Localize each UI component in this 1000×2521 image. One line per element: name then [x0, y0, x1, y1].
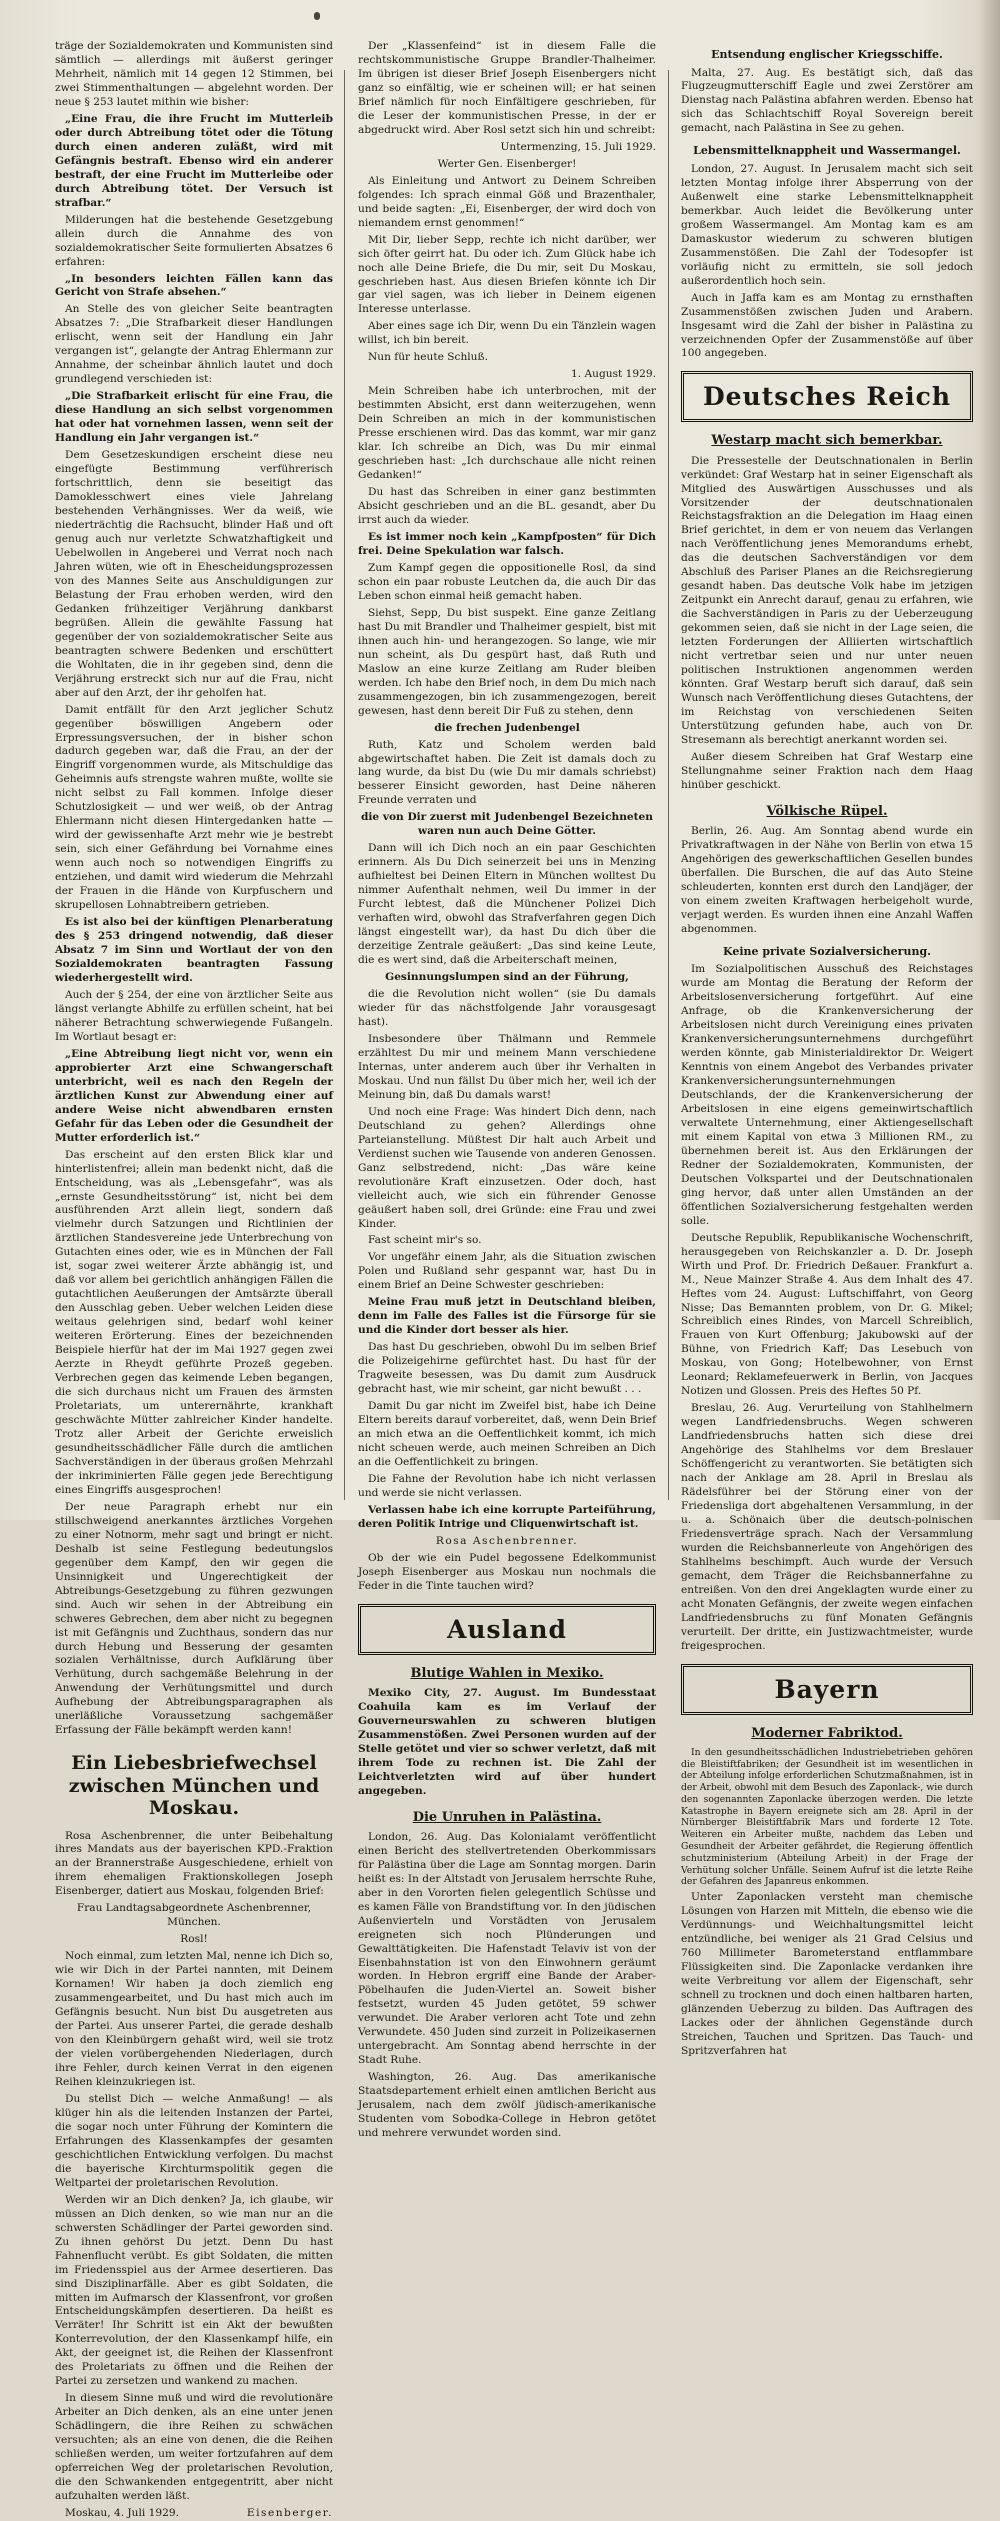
column-right	[681, 40, 973, 2057]
paragraph: Es ist also bei der künftigen Plenarberatung des § 253 dringend notwendig, daß dieser Absatz 7 im Sinn und Wortlaut der von den Sozialdemokraten beantragten Fassung wiederhergestellt wird.	[55, 916, 333, 984]
paragraph: Ob der wie ein Pudel begossene Edelkommunist Joseph Eisenberger aus Moskau nun nochmals die Feder in die Tinte tauchen wird?	[358, 1551, 656, 1592]
article-headline: Lebensmittelknappheit und Wassermangel.	[693, 144, 961, 158]
section-banner-ausland: Ausland	[358, 1604, 656, 1655]
letter-salutation: Rosl!	[180, 1933, 208, 1946]
paragraph: Vor ungefähr einem Jahr, als die Situation zwischen Polen und Rußland sehr gespannt war, hast Du in einem Brief an Deine Schwester geschrieben:	[358, 1251, 656, 1292]
letter-date: 1. August 1929.	[571, 368, 656, 381]
paragraph: Werden wir an Dich denken? Ja, ich glaube, wir müssen an Dich denken, so wie man nur an die schwersten Schädlinger der Partei geworden sind. Zu ihnen gehörst Du jetzt. Denn Du hast Fahnenflucht verübt. Es gibt Soldaten, die mitten im Friedensspiel aus der Armee desertieren. Das sind Disziplinarfälle. Aber es gibt Soldaten, die mitten im Aufmarsch der Klassenfront, vor großen Entscheidungskämpfen desertieren. Da heißt es Verräter! Ihr Schritt ist ein Akt der bewußten Konterrevolution, der den Klassenkampf hilfe, ein Akt, der geeignet ist, die Reihen der Klassenfront des Proletariats zu öffnen und die Reihen der Partei zu zersetzen und wankend zu machen.	[55, 2193, 333, 2388]
paragraph: Fast scheint mir's so.	[368, 1234, 482, 1247]
paragraph: Auch in Jaffa kam es am Montag zu ernsthaften Zusammenstößen zwischen Juden und Arabern. Insgesamt wird die Zahl der bisher in Palästina zu verzeichnenden Opfer der Zusammenstöße auf über 100 angegeben.	[681, 291, 973, 360]
emphasis-line: Gesinnungslumpen sind an der Führung,	[385, 971, 629, 984]
paragraph: In diesem Sinne muß und wird die revolutionäre Arbeiter an Dich denken, als an eine unter jenen Schädlingern, die ihre Reihen zu schwächen versuchten; als an eine von denen, die die Reihen schließen werden, um weiter fortzufahren auf dem opferreichen Weg der proletarischen Revolution, die den Schwankenden entgegentritt, aber nicht aufzuhalten werden läßt.	[55, 2392, 333, 2503]
paragraph: Auch der § 254, der eine von ärztlicher Seite aus längst verlangte Abhilfe zu erfüllen scheint, hat bei näherer Betrachtung schwerwiegende Fußangeln. Im Wortlaut besagt er:	[55, 988, 333, 1043]
paragraph: Du stellst Dich — welche Anmaßung! — als klüger hin als die leitenden Instanzen der Partei, die sogar noch unter Führung der Komintern die Erfahrungen des Klassenkampfes der gesamten geschichtlichen Entwicklung verfolgen. Du machst die bayerische Kirchturmspolitik gegen die Weltpartei der proletarischen Revolution.	[55, 2092, 333, 2189]
letter-signoff	[55, 2507, 333, 2521]
section-banner-bayern: Bayern	[681, 1664, 973, 1715]
letter-signature: Eisenberger.	[246, 2507, 333, 2520]
paragraph: Im Sozialpolitischen Ausschuß des Reichstages wurde am Montag die Beratung der Reform der Arbeitslosenversicherung fortgeführt. Auf eine Anfrage, ob die Krankenversicherung der Arbeitslosen nicht durch Vereinigung eines privaten Krankenversicherungsunternehmens durchgeführt werden könnte, gab Ministerialdirektor Dr. Weigert Kenntnis von einem Angebot des Verbandes privater Krankenversicherungsunternehmungen Deutschlands, der die Krankenversicherung der Arbeitslosen in eine eigens gemeinwirtschaftlich verwaltete Unternehmung, einer Aktiengesellschaft mit einem Kapital von etwa 3 Millionen RM., zu übernehmen bereit ist. Aus den Erklärungen der Redner der Sozialdemokraten, Kommunisten, der Deutschen Volkspartei und der Deutschnationalen ging hervor, daß unter allen Umständen an der öffentlichen Sozialversicherung festgehalten werden solle.	[681, 963, 973, 1227]
paragraph: Als Einleitung und Antwort zu Deinem Schreiben folgendes: Ich sprach einmal Göß und Brazenthaler, und beide sagten: „Ei, Eisenberger, der wird doch von niemandem ernst genommen!“	[358, 174, 656, 229]
paragraph: Ruth, Katz und Scholem werden bald abgewirtschaftet haben. Die Zeit ist damals doch zu lang wurde, da bist Du (wie Du mir damals schriebst) besserer Einsicht geworden, hast Deine näheren Freunde verraten und	[358, 738, 656, 807]
paragraph: Malta, 27. Aug. Es bestätigt sich, daß das Flugzeugmutterschiff Eagle und zwei Zerstörer am Dienstag nach Palästina abfahren werden. Ebenso hat sich das Schlachtschiff Royal Sovereign bereit gemacht, nach Palästina in See zu gehen.	[681, 66, 973, 135]
paragraph: Verlassen habe ich eine korrupte Parteiführung, deren Politik Intrige und Cliquenwirtschaft ist.	[358, 1503, 656, 1530]
letter-signature: Rosa Aschenbrenner.	[435, 1534, 579, 1547]
paragraph: An Stelle des von gleicher Seite beantragten Absatzes 7: „Die Strafbarkeit dieser Handlungen erlischt, wenn seit der Handlung ein Jahr vergangen ist“, gelangte der Antrag Ehlermann zur Annahme, der scheinbar ähnlich lautet und doch grundlegend verschieden ist:	[55, 303, 333, 386]
article-headline: Westarp macht sich bemerkbar.	[711, 433, 943, 449]
quote-paragraph: „Eine Frau, die ihre Frucht im Mutterleib oder durch Abtreibung tötet oder die Tötung durch einen anderen zuläßt, wird mit Gefängnis bestraft. Ebenso wird ein anderer bestraft, der eine Frucht im Mutterleibe oder durch Abtreibung tötet. Der Versuch ist strafbar.“	[55, 112, 333, 209]
paragraph: Siehst, Sepp, Du bist suspekt. Eine ganze Zeitlang hast Du mit Brandler und Thalheimer gespielt, bist mit ihnen auch hin- und herangezogen. So lange, wie mir nun scheint, als Du gespürt hast, daß Ruth und Maslow an eine kurze Zeitlang am Ruder bleiben werden. Ich habe den Brief noch, in dem Du mich nach zusammengezogen, bin ich zusammengezogen, bereit gewesen, hast denn bereit Dir Fuß zu stehen, denn	[358, 606, 656, 717]
paragraph: Dann will ich Dich noch an ein paar Geschichten erinnern. Als Du Dich seinerzeit bei uns in Menzing aufhieltest bei Deinen Eltern in München wolltest Du nimmer Aufenthalt nehmen, weil Du immer in der Furcht lebtest, daß die Münchener Polizei Dich verhaften wird, obwohl das Strafverfahren gegen Dich längst eingestellt war), da hast Du dich über die derzeitige Zentrale geäußert: „Das sind keine Leute, die es wert sind, daß die Arbeiterschaft meinen,	[358, 842, 656, 967]
paragraph: Unter Zaponlacken versteht man chemische Lösungen von Harzen mit Mitteln, die ebenso wie die Verdünnungs- und Weichhaltungsmittel leicht entzündliche, bei weniger als 21 Grad Celsius und 760 Millimeter Barometerstand entflammbare Flüssigkeiten sind. Die Zaponlacke verdanken ihre weite Verbreitung vor allem der Eigenschaft, sehr schnell zu trocknen und doch einen haltbaren harten, glänzenden Ueberzug zu bilden. Das Auftragen des Lackes oder der ähnlichen Gegenstände durch Streichen, Tauchen und Spritzen. Das Tauch- und Spritzverfahren hat	[681, 1891, 973, 2057]
letter-date: Untermenzing, 15. Juli 1929.	[500, 140, 656, 153]
column-rule	[668, 70, 669, 1500]
paragraph: Rosa Aschenbrenner, die unter Beibehaltung ihres Mandats aus der bayerischen KPD.-Fraktion an der Brannerstraße Ausgeschiedene, erhielt von ihrem ehemaligen Fraktionskollegen Joseph Eisenberger, datiert aus Moskau, folgenden Brief:	[55, 1829, 333, 1898]
paragraph: Damit entfällt für den Arzt jeglicher Schutz gegenüber böswilligen Angebern oder Erpressungsversuchen, der in bisher schon dadurch gegeben war, daß die Frau, an der der Eingriff vorgenommen wurde, als Mitschuldige das Geheimnis aufs strengste wahren mußte, wollte sie nicht selbst zu Fall kommen. Infolge dieser Schutzlosigkeit — und wer weiß, ob der Antrag Ehlermann nicht diesen Hintergedanken hatte — wird der gewissenhafte Arzt mehr wie je bestrebt sein, sich einer Gefährdung bei Vornahme eines wenn auch noch so notwendigen Eingriffs zu entziehen, und damit wird wiederum die Mehrzahl der Frauen in die Hände von Kurpfuschern und skrupellosen Lohnabtreibern getrieben.	[55, 703, 333, 912]
paragraph: Außer diesem Schreiben hat Graf Westarp eine Stellungnahme seiner Fraktion nach dem Haag hinüber geschickt.	[681, 750, 973, 791]
paragraph: Mit Dir, lieber Sepp, rechte ich nicht darüber, wer sich öfter geirrt hat. Du oder ich. Zum Glück habe ich noch alle Deine Briefe, die Du mir, seit Du Moskau, geschrieben hast. Aus diesen Briefen könnte ich Dir gar viel sagen, was ich lieber in Deinem eigenen Interesse unterlasse.	[358, 233, 656, 316]
paragraph: Insbesondere über Thälmann und Remmele erzähltest Du mir und meinem Mann verschiedene Internas, unter anderem auch über ihr Verhalten in Moskau. Und nun fällst Du über mich her, weil ich der Meinung bin, daß Du damals warst!	[358, 1032, 656, 1101]
paragraph: Breslau, 26. Aug. Verurteilung von Stahlhelmern wegen Landfriedensbruchs. Wegen schweren Landfriedensbruchs hatten sich diese drei Angehörige des Stahlhelms vor dem Breslauer Schöffengericht zu verantworten. Sie betätigten sich nach der Anklage am 28. April in Breslau als Rädelsführer bei der Störung einer von der Friedensliga dort abgehaltenen Versammlung, in der u. a. Schönaich über die deutsch-polnischen Friedensverträge sprach. Nach der Versammlung wurden die Reichsbannerleute von Angehörigen des Stahlhelms beschimpft. Auch wurde der Versuch gemacht, dem Träger die Reichsbannerfahne zu entreißen. Von den drei Angeklagten wurde einer zu acht Monaten Gefängnis, der zweite wegen einfachen Landfriedensbruchs zu fünf Monaten Gefängnis verurteilt. Der dritte, ein Justizwachtmeister, wurde freigesprochen.	[681, 1402, 973, 1652]
paragraph: Mexiko City, 27. August. Im Bundesstaat Coahuila kam es im Verlauf der Gouverneurswahlen zu schweren blutigen Zusammenstößen. Zwei Personen wurden auf der Stelle getötet und vier so schwer verletzt, daß mit ihrem Tode zu rechnen ist. Die Zahl der Leichtverletzten wird auf über hundert angegeben.	[358, 1686, 656, 1797]
paragraph: Aber eines sage ich Dir, wenn Du ein Tänzlein wagen willst, ich bin bereit.	[358, 320, 656, 347]
paragraph: Damit Du gar nicht im Zweifel bist, habe ich Deine Eltern bereits darauf vorbereitet, daß, wenn Dein Brief an mich etwa an die Oeffentlichkeit kommt, ich mich nicht scheuen werde, auch meinen Schreiben an Dich an die Oeffentlichkeit zu bringen.	[358, 1400, 656, 1468]
section-banner-deutsches-reich: Deutsches Reich	[681, 371, 973, 422]
letter-address: Frau Landtagsabgeordnete Aschenbrenner, München.	[76, 1902, 312, 1929]
paragraph: Der neue Paragraph erhebt nur ein stillschweigend anerkanntes ärztliches Vorgehen zu einer Notnorm, mehr sagt und bringt er nicht. Deshalb ist seine Festlegung bedeutungslos gegenüber dem Kampf, den wir gegen die Unsinnigkeit und Ungerechtigkeit der Abtreibungs-Gesetzgebung zu führen gezwungen sind. Auch wir sehen in der Abtreibung ein schweres Gebrechen, dem aber nicht zu begegnen ist mit Gefängnis und Zuchthaus, sondern das nur durch Hebung und Besserung der gesamten sozialen Verhältnisse, durch Aufklärung über Verhütung, durch sachgemäße Belehrung in der Anwendung der Verhütungsmittel und durch Aufhebung der Abtreibungsparagraphen als unerläßliche Voraussetzung sachgemäßer Erfassung der Fälle bekämpft werden kann!	[55, 1500, 333, 1737]
column-middle	[358, 40, 656, 2140]
paragraph: Die Fahne der Revolution habe ich nicht verlassen und werde sie nicht verlassen.	[358, 1472, 656, 1499]
paragraph: London, 26. Aug. Das Kolonialamt veröffentlicht einen Bericht des stellvertretenden Oberkommissars für Palästina über die Lage am Sonntag morgen. Darin heißt es: In der Altstadt von Jerusalem herrschte Ruhe, aber in den Vororten fielen gelegentlich Schüsse und es kamen Fälle von Brandstiftung vor. In den jüdischen Außenvierteln und Vorstädten von Jerusalem ereigneten sich noch Plünderungen und Gewalttätigkeiten. Die Hafenstadt Telaviv ist von der Eisenbahnstation ist von den Einwohnern geräumt worden. In Hebron ergriff eine Bande der Araber-Pöbelhaufen die Juden-Viertel an. Soweit bisher festsetzt, wurden 45 Juden getötet, 59 schwer verwundet. Die Araber verloren acht Tote und zehn Verwundete. 450 Juden sind zurzeit in Polizeikasernen untergebracht. Am Sonntag abend herrschte in der Stadt Ruhe.	[358, 1830, 656, 2067]
paragraph: Das hast Du geschrieben, obwohl Du im selben Brief die Polizeigehirne gefürchtet hast. Du hast für der Tragweite besessen, was Du damit zum Ausdruck gebracht hast, wie mir scheint, gar nicht bewußt . . .	[358, 1341, 656, 1396]
paragraph: Die Pressestelle der Deutschnationalen in Berlin verkündet: Graf Westarp hat in seiner Eigenschaft als Mitglied des Auswärtigen Ausschusses und als Vorsitzender der deutschnationalen Reichstagsfraktion an die Delegation im Haag einen Brief gerichtet, in dem er von neuem das Verlangen nach Veröffentlichung jenes Memorandums erhebt, das die deutschen Sachverständigen vor dem Abschluß des Pariser Planes an die Reichsregierung gesandt haben. Das deutsche Volk habe im jetzigen Zeitpunkt ein Anrecht darauf, genau zu erfahren, wie die Sachverständigen in Paris zu der Ueberzeugung gekommen seien, daß sie nicht in der Lage seien, die letzten Forderungen der Alliierten wirtschaftlich nicht vertretbar seien und nur unter neuen politischen Instruktionen angenommen werden könnten. Graf Westarp beruft sich darauf, daß sein Wunsch nach Veröffentlichung dieses Gutachtens, der im Reichstag von verschiedenen Seiten Unterstützung gefunden habe, auch von Dr. Stresemann als berechtigt anerkannt worden sei.	[681, 454, 973, 746]
paragraph: Der „Klassenfeind“ ist in diesem Falle die rechtskommunistische Gruppe Brandler-Thalheimer. Im übrigen ist dieser Brief Joseph Eisenbergers nicht ganz so einfältig, wie er scheinen will; er hat seinen Brief nämlich für noch Einfältigere geschrieben, für die Leser der kommunistischen Presse, in der er abgedruckt wird. Aber Rosl setzt sich hin und schreibt:	[358, 40, 656, 136]
article-headline: Moderner Fabriktod.	[751, 1725, 903, 1741]
paragraph: London, 27. August. In Jerusalem macht sich seit letzten Montag infolge ihrer Absperrung von der Außenwelt eine starke Lebensmittelknappheit bemerkbar. Auch leidet die Bevölkerung unter großem Wassermangel. Am Montag kam es am Damaskustor wiederum zu schweren blutigen Zusammenstößen. Die Zahl der Todesopfer ist vorläufig nicht zu ermitteln, sie soll jedoch außerordentlich hoch sein.	[681, 162, 973, 287]
paragraph: Und noch eine Frage: Was hindert Dich denn, nach Deutschland zu gehen? Allerdings ohne Parteianstellung. Müßtest Dir halt auch Arbeit und Verdienst suchen wie Tausende von anderen Genossen. Ganz selbstredend, nicht: „Das wäre keine revolutionäre Kraft einzusetzen. Oder doch, hast vielleicht auch, wie sich ein führender Genosse geäußert haben soll, drei Gründe: eine Frau und zwei Kinder.	[358, 1105, 656, 1230]
paragraph: Mein Schreiben habe ich unterbrochen, mit der bestimmten Absicht, erst dann weiterzugehen, wenn Dein Schreiben an mich in der kommunistischen Presse erschienen wird. Das das kommt, war mir ganz klar. Ich schreibe an Dich, was Du mir einmal geschrieben hast: „Ich durchschaue alle nicht reinen Gedanken!“	[358, 385, 656, 482]
staple-mark	[314, 12, 320, 20]
paragraph: Es ist immer noch kein „Kampfposten“ für Dich frei. Deine Spekulation war falsch.	[358, 530, 656, 557]
article-headline: Blutige Wahlen in Mexiko.	[410, 1665, 604, 1681]
page-edge-shadow	[978, 0, 1000, 1520]
article-headline: Entsendung englischer Kriegsschiffe.	[711, 48, 943, 61]
article-headline: Völkische Rüpel.	[766, 803, 888, 819]
quote-paragraph: „In besonders leichten Fällen kann das Gericht von Strafe absehen.“	[55, 272, 333, 299]
paragraph: Deutsche Republik, Republikanische Wochenschrift, herausgegeben von Reichskanzler a. D. Dr. Joseph Wirth und Prof. Dr. Friedrich Deßauer. Frankfurt a. M., Neue Mainzer Straße 4. Aus dem Inhalt des 47. Heftes vom 24. August: Luftschiffahrt, von Georg Nisse; Das Bemannten problem, von Dr. G. Mikel; Schreiblich eines Rindes, von Marcell Schreiblich, Frauen von Kurt Offenburg; Jakubowski auf der Bühne, von Friedrich Kaff; Das Lesebuch von Moskau, von Gong; Hotelbewohner, von Ernst Leonard; Reklamefeuerwerk in Berlin, von Jacques Notizen und Glossen. Preis des Heftes 50 Pf.	[681, 1231, 973, 1398]
column-left	[55, 40, 334, 2520]
paragraph: Noch einmal, zum letzten Mal, nenne ich Dich so, wie wir Dich in der Partei nannten, mit Deinem Kornamen! Wir haben ja doch ziemlich eng zusammengearbeitet, und Du hast mich auch im Gefängnis besucht. Nun bist Du ausgetreten aus der Partei. Aus unserer Partei, die gerade deshalb von den Kleinbürgern gehaßt wird, weil sie trotz der vielen vorübergehenden Niederlagen, durch ihre Fehler, durch keinen Verrat in den eigenen Reihen kleinzukriegen ist.	[55, 1950, 333, 2088]
emphasis-line: die frechen Judenbengel	[434, 721, 580, 734]
paragraph: Berlin, 26. Aug. Am Sonntag abend wurde ein Privatkraftwagen in der Nähe von Berlin von etwa 15 Angehörigen des gewerkschaftlichen Gesellen bundes überfallen. Die Burschen, die auf das Auto Steine schleuderten, konnten erst durch den Landjäger, der von einem zweiten Kraftwagen herbeigeholt wurde, verjagt werden. Es wurden ihnen eine Anzahl Waffen abgenommen.	[681, 825, 973, 935]
paragraph: Nun für heute Schluß.	[368, 351, 488, 364]
paragraph: Das erscheint auf den ersten Blick klar und hinterlistenfrei; allein man bedenkt nicht, daß die Entscheidung, was als „Lebensgefahr“, was als „ernste Gesundheitsstörung“ ist, nicht bei dem ausführenden Arzt allein liegt, sondern daß vielmehr durch Satzungen und Richtlinien der ärztlichen Standesvereine jede Unterbrechung von Gutachten eines oder, wie es in München der Fall ist, sogar zwei weiterer Ärzte abhängig ist, und daß vor allem bei gerichtlich anhängigen Fällen die gutachtlichen Aeußerungen der Amtsärzte überall den Ausschlag geben. Ueber welchen Leiden diese weitaus gelehrigen sind, bedarf wohl keiner weiteren Erörterung. Eines der bezeichnenden Beispiele hierfür hat der im Mai 1927 gegen zwei Aerzte in Rheydt geführte Prozeß gegeben. Verbrechen gegen das keimende Leben begangen, die sich durchaus nicht um Frauen des ärmsten Proletariats, um unterernährte, krankhaft geschwächte Mütter zahlreicher Kinder handelte. Trotz aller Arbeit der Gerichte erweislich gesundheitsschädlicher Fälle durch die amtlichen Sachverständigen in der überaus großen Mehrzahl der inkriminierten Fälle gegen jede Berechtigung eines Eingriffs ausgesprochen!	[55, 1148, 333, 1496]
paragraph: Du hast das Schreiben in einer ganz bestimmten Absicht geschrieben und an die BL. gesandt, aber Du irrst auch da wieder.	[358, 486, 656, 526]
article-headline: Die Unruhen in Palästina.	[412, 1809, 602, 1825]
paragraph: Dem Gesetzeskundigen erscheint diese neu eingefügte Bestimmung verführerisch fortschrittlich, denn sie beseitigt das Damoklesschwert eines viele Jahrelang bestehenden Verhängnisses. Wer da weiß, wie niederträchtig die Rachsucht, blinder Haß und oft genug auch nur verletzte Schwatzhaftigkeit und Uebelwollen in Angeberei und Verrat noch nach Jahren wüten, wie oft in Ehescheidungsprozessen von des Mannes Seite aus Anschuldigungen zur Belastung der Frau erhoben werden, wird den Gedanken frühzeitiger Verjährung dankbarst begrüßen. Allein die gewählte Fassung hat gegenüber der von sozialdemokratischer Seite aus beantragten schwere Bedenken und erschüttert die Wohltaten, die in ihr gegeben sind, denn die Verjährung erstreckt sich nur auf die Frau, nicht aber auf den Arzt, der ihr geholfen hat.	[55, 449, 333, 699]
paragraph: Zum Kampf gegen die oppositionelle Rosl, da sind schon ein paar robuste Leutchen da, die auch Dir das Leben schon einmal heiß gemacht haben.	[358, 561, 656, 602]
letter-date: Moskau, 4. Juli 1929.	[65, 2507, 179, 2520]
article-headline: Ein Liebesbriefwechsel zwischen München und Moskau.	[68, 1752, 320, 1820]
quote-paragraph: „Die Strafbarkeit erlischt für eine Frau, die diese Handlung an sich selbst vorgenommen hat oder hat vornehmen lassen, wenn seit der Handlung ein Jahr vergangen ist.“	[55, 390, 333, 445]
paragraph: träge der Sozialdemokraten und Kommunisten sind sämtlich — allerdings mit äußerst geringer Mehrheit, nämlich mit 14 gegen 12 Stimmen, bei zwei Stimmenthaltungen — abgelehnt worden. Der neue § 253 lautet mithin wie bisher:	[55, 40, 333, 108]
letter-salutation: Werter Gen. Eisenberger!	[437, 157, 577, 170]
paragraph: In den gesundheitsschädlichen Industriebetrieben gehören die Bleistiftfabriken; der Gesundheit ist im wesentlichen in der Abteilung infolge erforderlichen Schutzmaßnahmen, ist in der Arbeit, obwohl mit dem Besuch des Zaponlack-, wie durch den sogenannten Zaponlacke überzogen werden. Die letzte Katastrophe in Bayern ereignete sich am 28. April in der Nürnberger Bleistiftfabrik Mars und forderte 12 Tote. Weiteren ein Arbeiter mußte, nachdem das Leben und Gesundheit der Arbeiter gefährdet, die Regierung öffentlich schutzministerium (Abteilung Arbeit) in der Frage der Verhütung solcher Unfälle. Seinem Aufruf ist die letzte Reihe der Gefahren des Japanreus enkommen.	[681, 1746, 973, 1888]
paragraph: Milderungen hat die bestehende Gesetzgebung allein durch die Annahme des von sozialdemokratischer Seite formulierten Absatzes 6 erfahren:	[55, 213, 334, 268]
paragraph: Washington, 26. Aug. Das amerikanische Staatsdepartement erhielt einen amtlichen Bericht aus Jerusalem, nach dem zwölf jüdisch-amerikanische Studenten vom Sobodka-College in Hebron getötet und mehrere verwundet worden sind.	[358, 2071, 656, 2140]
paragraph: die die Revolution nicht wollen“ (sie Du damals wieder für das nächstfolgende Jahr vorausgesagt hast).	[358, 988, 656, 1028]
emphasis-line: die von Dir zuerst mit Judenbengel Bezeichneten waren nun auch Deine Götter.	[360, 811, 654, 838]
column-rule	[344, 70, 345, 1500]
quote-paragraph: „Eine Abtreibung liegt nicht vor, wenn ein approbierter Arzt eine Schwangerschaft unterbricht, weil es nach den Regeln der ärztlichen Kunst zur Abwendung einer auf andere Weise nicht abwendbaren ernsten Gefahr für das Leben oder die Gesundheit der Mutter erforderlich ist.“	[55, 1047, 333, 1144]
quote-paragraph: Meine Frau muß jetzt in Deutschland bleiben, denn im Falle des Falles ist die Fürsorge für sie und die Kinder dort besser als hier.	[358, 1296, 656, 1337]
article-headline: Keine private Sozialversicherung.	[723, 944, 931, 958]
